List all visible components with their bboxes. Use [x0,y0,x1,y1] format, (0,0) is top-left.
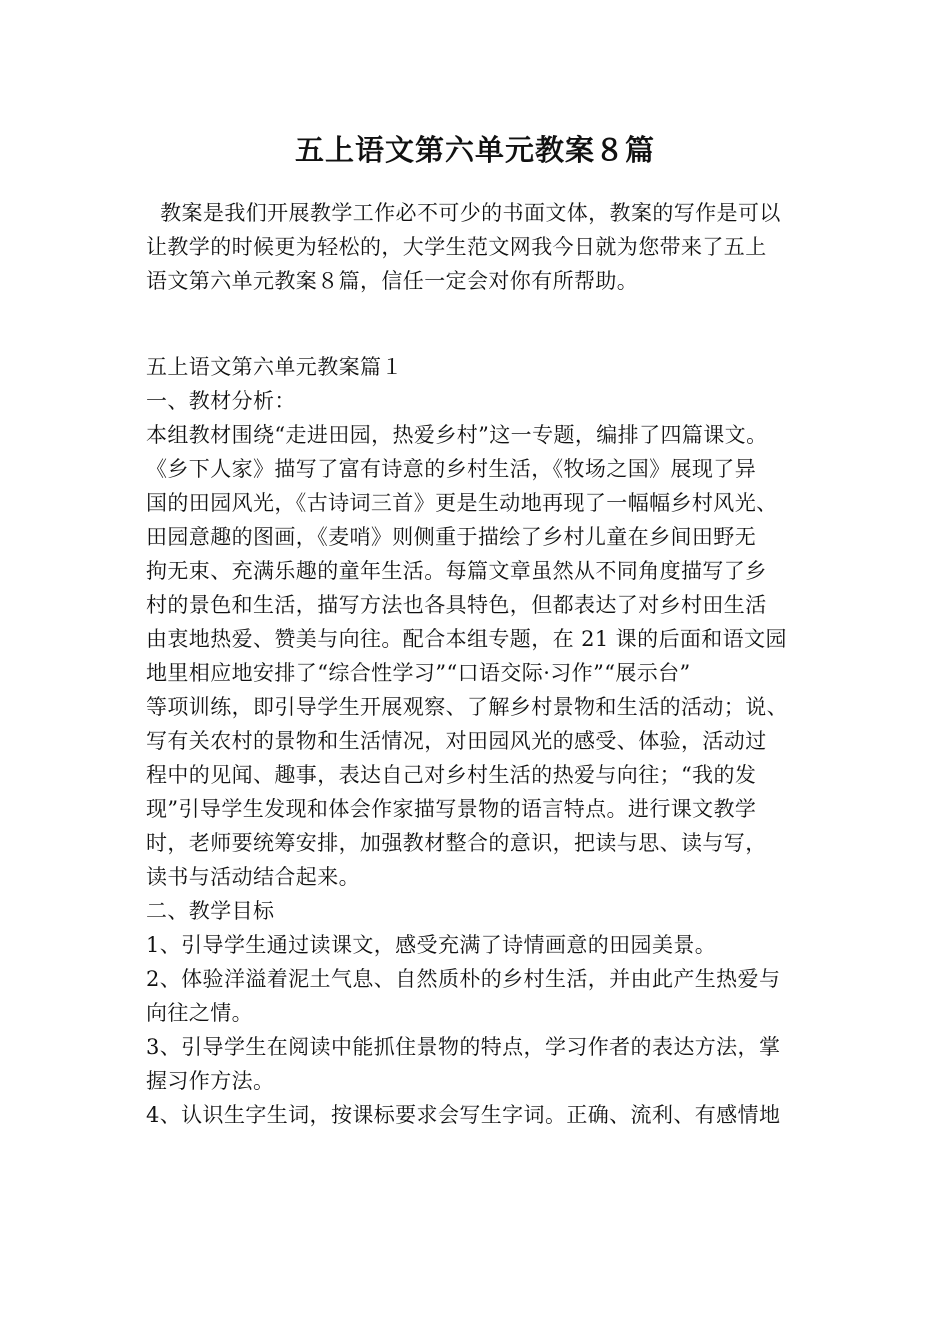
intro-line: 教案是我们开展教学工作必不可少的书面文体，教案的写作是可以 [146,201,781,225]
body-line: 读书与活动结合起来。 [146,865,360,889]
intro-line: 让教学的时候更为轻松的，大学生范文网我今日就为您带来了五上 [146,235,767,259]
list-item: 4、认识生字生词，按课标要求会写生字词。正确、流利、有感情地 [146,1103,781,1127]
list-item: 2、体验洋溢着泥土气息、自然质朴的乡村生活，并由此产生热爱与 [146,967,781,991]
body-line: 村的景色和生活，描写方法也各具特色，但都表达了对乡村田生活 [146,593,767,617]
list-item-continuation: 握习作方法。 [146,1069,275,1093]
body-line: 由衷地热爱、赞美与向往。配合本组专题，在 21 课的后面和语文园 [146,627,787,651]
body-line: 写有关农村的景物和生活情况，对田园风光的感受、体验，活动过 [146,729,767,753]
subsection-heading: 一、教材分析： [146,389,296,413]
body-line: 《乡下人家》描写了富有诗意的乡村生活，《牧场之国》展现了异 [146,457,757,481]
body-line: 田园意趣的图画，《麦哨》则侧重于描绘了乡村儿童在乡间田野无 [146,525,757,549]
document-title: 五上语文第六单元教案８篇 [294,133,655,167]
subsection-heading: 二、教学目标 [146,899,275,923]
list-item-continuation: 向往之情。 [146,1001,253,1025]
body-line: 本组教材围绕“走进田园，热爱乡村”这一专题，编排了四篇课文。 [146,423,768,447]
body-line: 时，老师要统筹安排，加强教材整合的意识，把读与思、读与写， [146,831,767,855]
body-line: 程中的见闻、趣事，表达自己对乡村生活的热爱与向往；“我的发 [146,763,757,787]
section-heading: 五上语文第六单元教案篇１ [146,355,403,379]
body-line: 国的田园风光，《古诗词三首》更是生动地再现了一幅幅乡村风光、 [146,491,778,515]
paragraph-gap [146,298,836,350]
document-body [146,196,836,1132]
body-line: 地里相应地安排了“综合性学习”“口语交际·习作”“展示台” [146,661,691,685]
list-item: 3、引导学生在阅读中能抓住景物的特点，学习作者的表达方法，掌 [146,1035,781,1059]
intro-line: 语文第六单元教案８篇，信任一定会对你有所帮助。 [146,269,639,293]
body-line: 等项训练，即引导学生开展观察、了解乡村景物和生活的活动；说、 [146,695,788,719]
list-item: 1、引导学生通过读课文，感受充满了诗情画意的田园美景。 [146,933,717,957]
body-line: 现”引导学生发现和体会作家描写景物的语言特点。进行课文教学 [146,797,757,821]
body-line: 拘无束、充满乐趣的童年生活。每篇文章虽然从不同角度描写了乡 [146,559,767,583]
